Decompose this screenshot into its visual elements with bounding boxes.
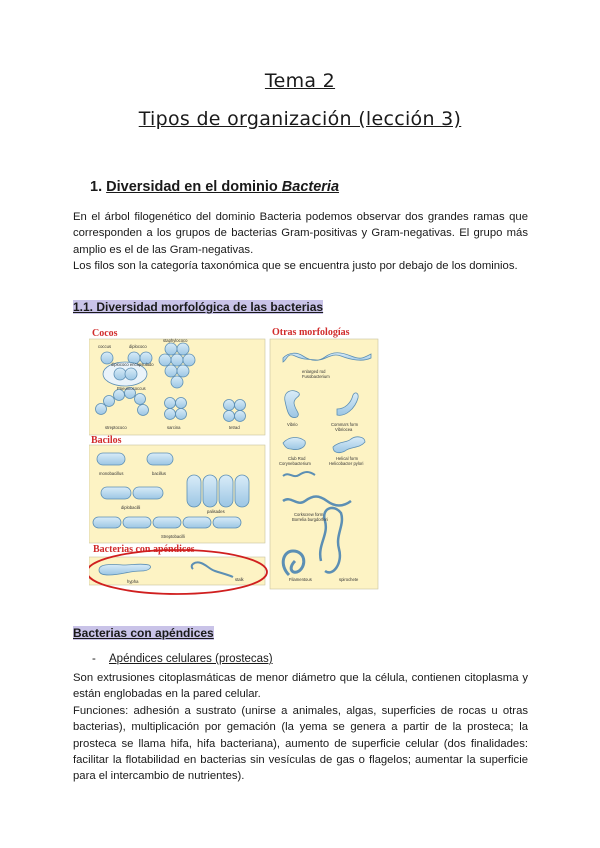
label-monobacillus: monobacillus <box>99 471 124 476</box>
staph-cell <box>165 365 177 377</box>
apendices-paragraph-2: Funciones: adhesión a sustrato (unirse a animales, algas, superficies de rocas u otras bacterias), multiplicación por gemación (la yema se genera a partir de la prosteca; la prosteca se llama hifa, hifa bacteriana), aumento de superficie celular (dos finalidades: facilitar la flotabilidad en bacterias sin vesículas de gas o flagelos; aumentar la superficie para el intercambio de nutrientes). <box>73 705 528 783</box>
palisade-cell <box>203 475 217 507</box>
strepto-cell <box>104 396 115 407</box>
label-comma-form: Comma's form <box>331 422 359 427</box>
diplobacilli-cell-2 <box>133 487 163 499</box>
label-tetrad: tetrad <box>229 425 240 430</box>
bullet-prostecas: Apéndices celulares (prostecas) <box>109 653 273 665</box>
section-1-heading <box>90 179 339 195</box>
bacillus-cell <box>147 453 173 465</box>
streptobacilli-cell <box>183 517 211 528</box>
panel-bacilos-title: Bacilos <box>91 435 122 446</box>
label-vibriocea: Vibriocea <box>335 427 353 432</box>
streptobacilli-cell <box>153 517 181 528</box>
label-corkscrew-form: Corkscrew form <box>294 512 324 517</box>
staph-cell <box>183 354 195 366</box>
panel-apendices-title: Bacterias con apéndices <box>93 544 195 555</box>
sarcina-cell <box>176 409 187 420</box>
label-pneumococcus: Pneumococcus <box>117 386 146 391</box>
section-1-paragraph-1: En el árbol filogenético del dominio Bacteria podemos observar dos grandes ramas que corresponden a los grupos de bacterias Gram-positivas y Gram-negativas. El grupo más amplio es el de las Gram-negativas. <box>73 211 528 256</box>
staph-cell <box>177 365 189 377</box>
label-corynebacterium: Corynebacterium <box>279 461 311 466</box>
section-1-number: 1. <box>90 179 103 195</box>
apendices-heading <box>73 624 214 642</box>
label-palisades: palisades <box>207 509 225 514</box>
streptobacilli-cell <box>123 517 151 528</box>
staph-cell <box>171 354 183 366</box>
label-hypha: hypha <box>127 579 139 584</box>
panel-otras-title: Otras morfologías <box>272 327 350 338</box>
tetrad-cell <box>224 411 235 422</box>
strepto-cell <box>138 405 149 416</box>
label-helical-form: Helical form <box>336 456 359 461</box>
section-1-1-heading <box>73 298 323 316</box>
palisade-cell <box>187 475 201 507</box>
strepto-cell <box>135 394 146 405</box>
section-1-title <box>106 179 339 195</box>
label-staphylococo: staphylococo <box>163 338 188 343</box>
label-club-rod: Club Rod <box>288 456 306 461</box>
label-stalk: stalk <box>235 577 244 582</box>
label-filamentous: Filamentous <box>289 577 312 582</box>
page-subtitle: Tipos de organización (lección 3) <box>138 108 462 130</box>
pneumo-cell-2 <box>125 368 137 380</box>
panel-cocos-title: Cocos <box>92 328 118 339</box>
staph-cell <box>159 354 171 366</box>
streptobacilli-cell <box>93 517 121 528</box>
label-streptobacilli: Streptobacilli <box>161 534 185 539</box>
label-streptococo: streptococo <box>105 425 127 430</box>
morphology-figure <box>89 325 379 597</box>
tema-title: Tema 2 <box>264 70 336 92</box>
label-spirochete: spirochete <box>339 577 359 582</box>
label-coccus: coccus <box>98 344 112 349</box>
sarcina-cell <box>165 398 176 409</box>
section-1-paragraph-2: Los filos son la categoría taxonómica que se encuentra justo por debajo de los dominios. <box>73 260 518 272</box>
streptobacilli-cell <box>213 517 241 528</box>
label-bacillus: bacillus <box>152 471 166 476</box>
label-borrelia: Borrelia burgdorferi <box>292 517 328 522</box>
label-diplococo: diplococo <box>129 344 147 349</box>
tetrad-cell <box>235 411 246 422</box>
label-diplococo-encapsulado: diplococo encapsulado <box>111 362 154 367</box>
label-diplobacilli: diplobacilli <box>121 505 141 510</box>
palisade-cell <box>219 475 233 507</box>
label-sarcina: sarcina <box>167 425 181 430</box>
sarcina-cell <box>165 409 176 420</box>
staph-cell <box>177 343 189 355</box>
monobacillus-cell <box>97 453 125 465</box>
apendices-heading-text: Bacterias con apéndices <box>73 626 214 640</box>
label-enlarged-rod: enlarged rod <box>302 369 326 374</box>
section-1-title-italic: Bacteria <box>281 179 340 195</box>
label-helicobacter: Helicobacter pylori <box>329 461 364 466</box>
section-1-title-prefix: Diversidad en el dominio <box>106 179 282 195</box>
staph-cell <box>171 376 183 388</box>
strepto-cell <box>114 390 125 401</box>
section-1-1-title: 1.1. Diversidad morfológica de las bacterias <box>73 300 324 314</box>
tetrad-cell <box>224 400 235 411</box>
apendices-paragraph-1: Son extrusiones citoplasmáticas de menor diámetro que la célula, contienen citoplasma y están englobadas en la pared celular. <box>73 672 528 701</box>
label-fusobacterium: Fusobacterium <box>302 374 330 379</box>
sarcina-cell <box>176 398 187 409</box>
label-vibrio: Vibrio <box>287 422 298 427</box>
pneumo-cell-1 <box>114 368 126 380</box>
bullet-dash: - <box>92 653 96 665</box>
diplobacilli-cell-1 <box>101 487 131 499</box>
palisade-cell <box>235 475 249 507</box>
staph-cell <box>165 343 177 355</box>
tetrad-cell <box>235 400 246 411</box>
